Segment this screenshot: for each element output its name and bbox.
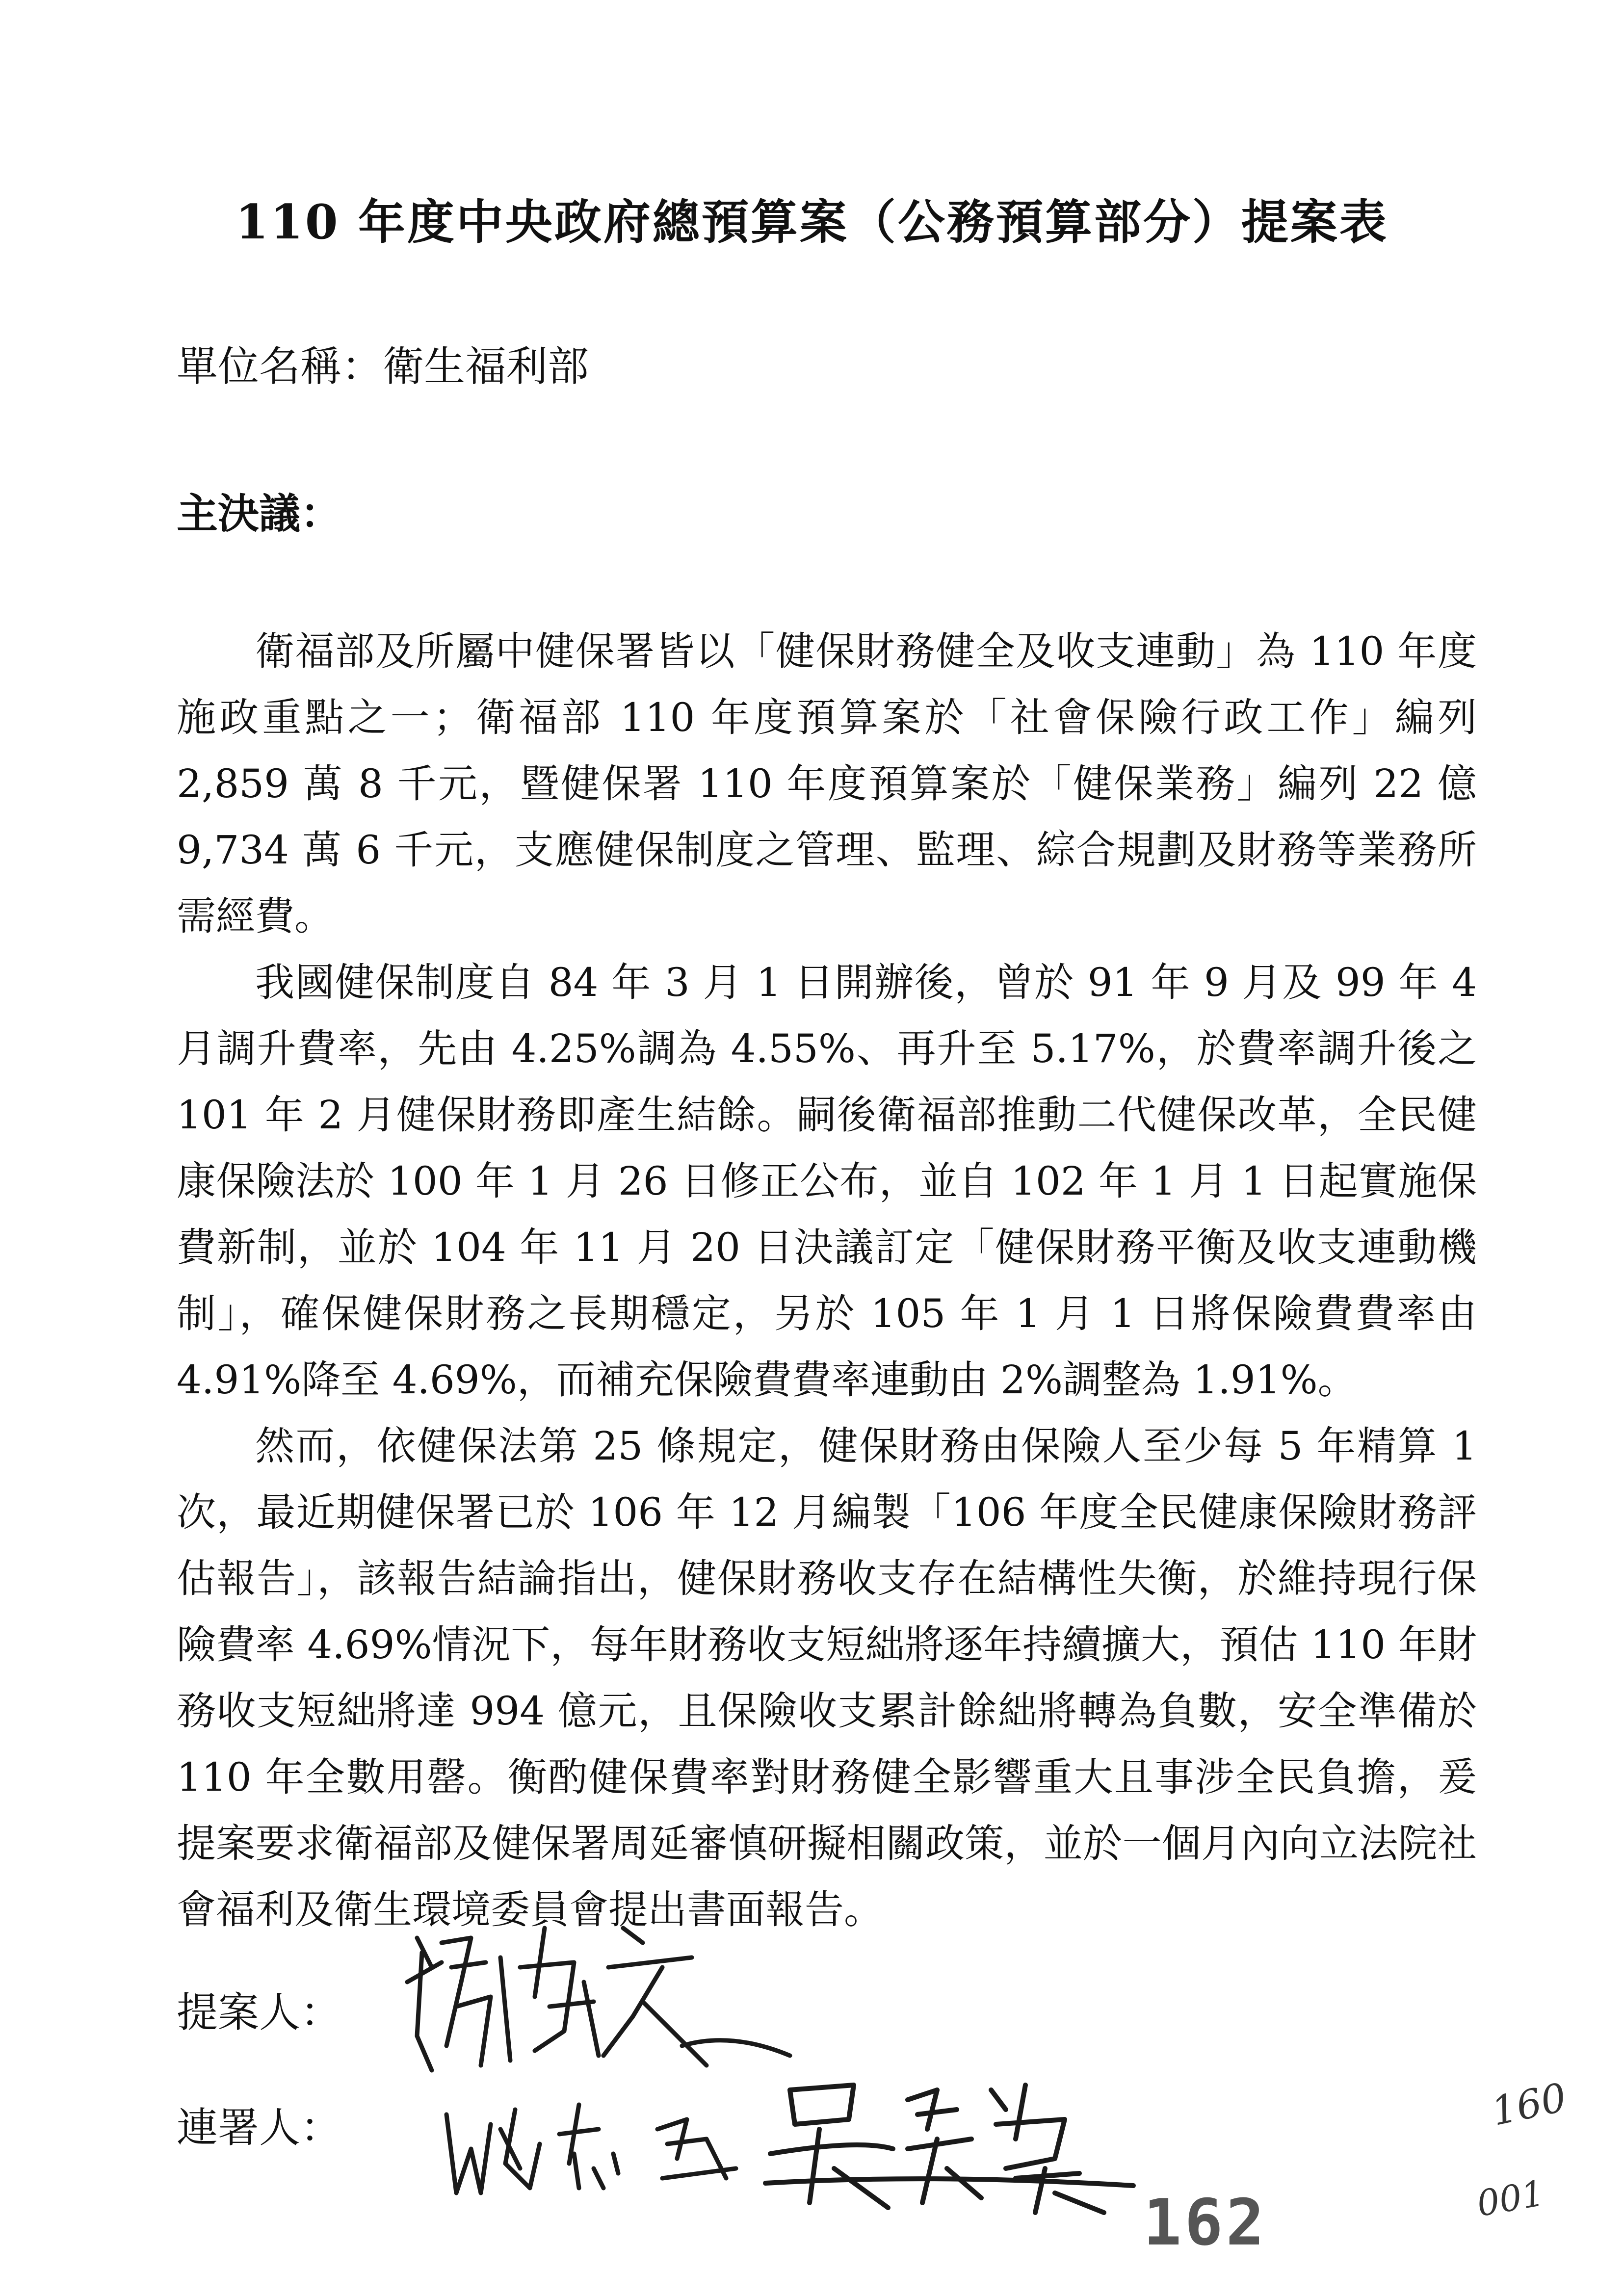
main-resolution-heading: 主決議：	[177, 489, 342, 538]
paragraph-2: 我國健保制度自 84 年 3 月 1 日開辦後，曾於 91 年 9 月及 99 年 4 月調升費率，先由 4.25%調為 4.55%、再升至 5.17%，於費率調升後之 101 年 2 月健保財務即產生結餘。嗣後衛福部推動二代健保改革，全民健康保險法於 100 年 1 月 26 日修正公布，並自 102 年 1 月 1 日起實施保費新制，並於 104 年 11 月 20 日決議訂定「健保財務平衡及收支連動機制」，確保健保財務之長期穩定，另於 105 年 1 月 1 日將保險費費率由 4.91%降至 4.69%，而補充保險費費率連動由 2%調整為 1.91%。	[177, 960, 1477, 1403]
proposer-signature	[388, 1908, 829, 2085]
paragraph-1: 衛福部及所屬中健保署皆以「健保財務健全及收支連動」為 110 年度施政重點之一；衛福部 110 年度預算案於「社會保險行政工作」編列 2,859 萬 8 千元，暨健保署 110 年度預算案於「健保業務」編列 22 億 9,734 萬 6 千元，支應健保制度之管理、監理、綜合規劃及財務等業務所需經費。	[177, 628, 1477, 939]
cosigner-signature-1	[432, 2065, 775, 2222]
proposer-label: 提案人：	[177, 1988, 342, 2036]
body-text	[177, 618, 1477, 1943]
page-number-stamp: 162	[1143, 2185, 1267, 2260]
handwritten-note-top: 160	[1487, 2074, 1571, 2135]
page-title: 110 年度中央政府總預算案（公務預算部分）提案表	[236, 194, 1388, 250]
cosigner-label: 連署人：	[177, 2104, 342, 2152]
unit-name: 單位名稱：衛生福利部	[177, 342, 589, 391]
cosigner-signature-2	[760, 2061, 1153, 2222]
handwritten-note-bottom: 001	[1473, 2172, 1547, 2225]
paragraph-3: 然而，依健保法第 25 條規定，健保財務由保險人至少每 5 年精算 1 次，最近期健保署已於 106 年 12 月編製「106 年度全民健康保險財務評估報告」，該報告結論指出，健保財務收支存在結構性失衡，於維持現行保險費率 4.69%情況下，每年財務收支短絀將逐年持續擴大，預估 110 年財務收支短絀將達 994 億元，且保險收支累計餘絀將轉為負數，安全準備於 110 年全數用罄。衡酌健保費率對財務健全影響重大且事涉全民負擔，爰提案要求衛福部及健保署周延審慎研擬相關政策，並於一個月內向立法院社會福利及衛生環境委員會提出書面報告。	[177, 1423, 1477, 1932]
